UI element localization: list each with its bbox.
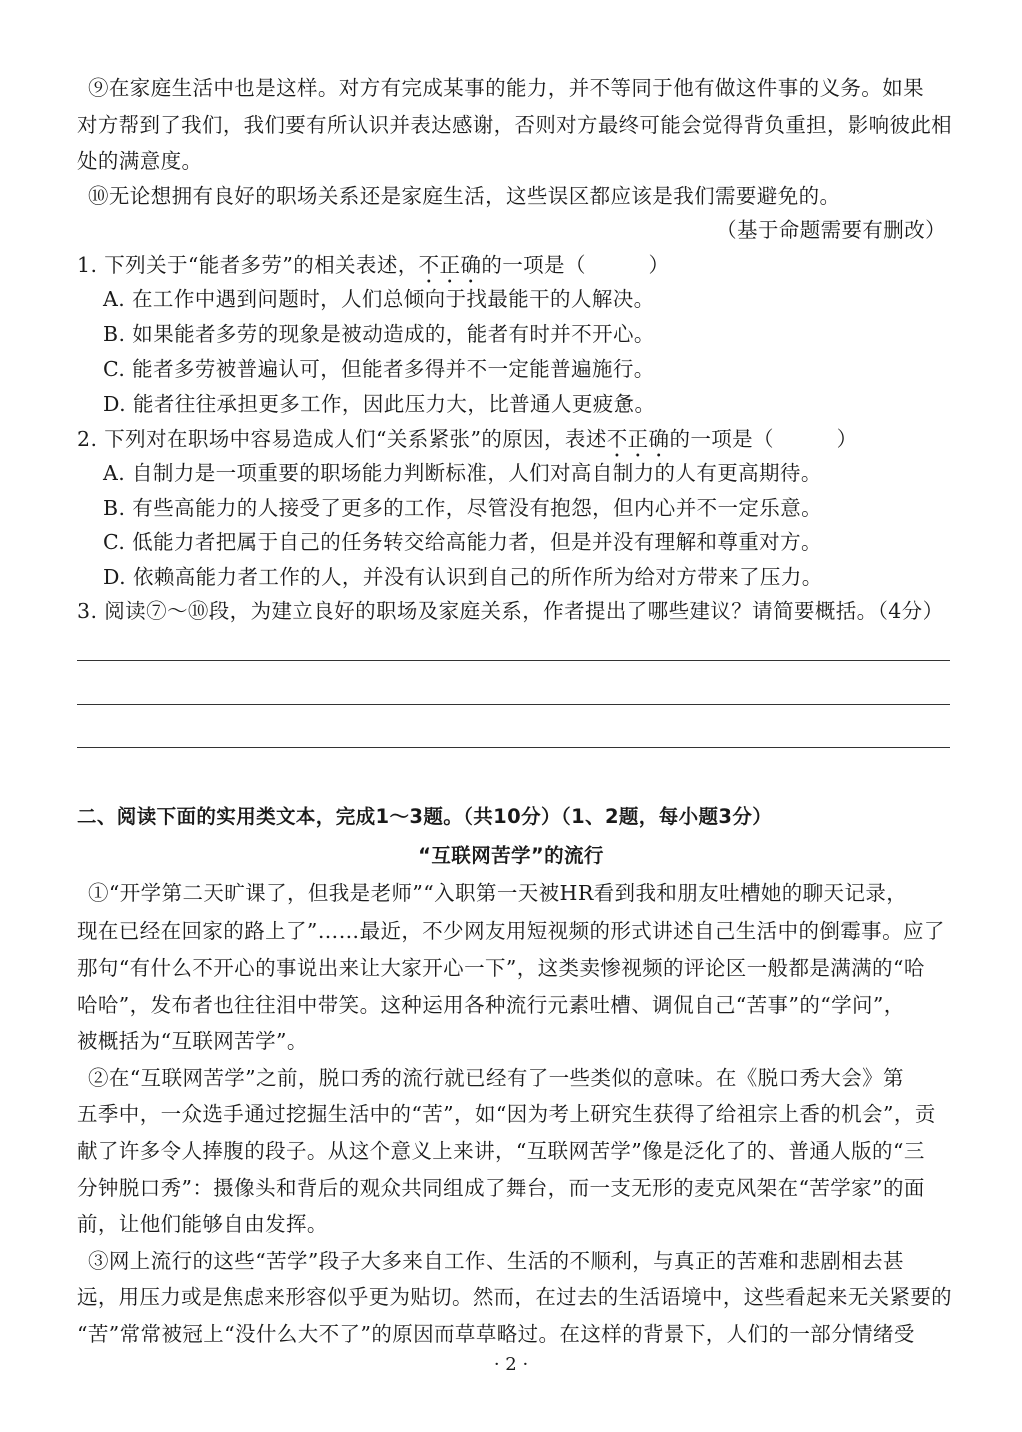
question-2-stem-before: 2. 下列对在职场中容易造成人们“关系紧张”的原因，表述 bbox=[77, 427, 607, 451]
question-1-option-d: D. 能者往往承担更多工作，因此压力大，比普通人更疲惫。 bbox=[103, 392, 656, 416]
source-note: （基于命题需要有删改） bbox=[716, 218, 946, 242]
page-number: · 2 · bbox=[493, 1354, 529, 1375]
question-3-stem: 3. 阅读⑦～⑩段，为建立良好的职场及家庭关系，作者提出了哪些建议？请简要概括。（4分） bbox=[77, 599, 944, 623]
answer-line-3[interactable] bbox=[77, 747, 950, 748]
article-p1-line-2: 现在已经在回家的路上了”……最近，不少网友用短视频的形式讲述自己生活中的倒霉事。应了 bbox=[77, 919, 945, 943]
article-p3-line-3: “苦”常常被冠上“没什么大不了”的原因而草草略过。在这样的背景下，人们的一部分情绪受 bbox=[77, 1322, 915, 1346]
question-1-emphasis: 不正确 bbox=[418, 253, 482, 277]
question-1-stem-after: 的一项是（ ） bbox=[481, 253, 670, 277]
answer-line-1[interactable] bbox=[77, 660, 950, 661]
question-2-option-b: B. 有些高能力的人接受了更多的工作，尽管没有抱怨，但内心并不一定乐意。 bbox=[103, 496, 822, 520]
question-1-stem-before: 1. 下列关于“能者多劳”的相关表述， bbox=[77, 253, 419, 277]
passage-p9-line-3: 处的满意度。 bbox=[77, 149, 203, 173]
question-1-option-c: C. 能者多劳被普遍认可，但能者多得并不一定能普遍施行。 bbox=[103, 357, 655, 381]
question-2-stem-after: 的一项是（ ） bbox=[669, 427, 858, 451]
article-p3-line-1: ③网上流行的这些“苦学”段子大多来自工作、生活的不顺利，与真正的苦难和悲剧相去甚 bbox=[88, 1249, 904, 1273]
question-2-option-a: A. 自制力是一项重要的职场能力判断标准，人们对高自制力的人有更高期待。 bbox=[103, 461, 822, 485]
article-p2-line-1: ②在“互联网苦学”之前，脱口秀的流行就已经有了一些类似的意味。在《脱口秀大会》第 bbox=[88, 1066, 904, 1090]
article-p3-line-2: 远，用压力或是焦虑来形容似乎更为贴切。然而，在过去的生活语境中，这些看起来无关紧要的 bbox=[77, 1285, 953, 1309]
passage-p9-line-1: ⑨在家庭生活中也是这样。对方有完成某事的能力，并不等同于他有做这件事的义务。如果 bbox=[88, 76, 924, 100]
question-1-option-b: B. 如果能者多劳的现象是被动造成的，能者有时并不开心。 bbox=[103, 322, 655, 346]
article-p2-line-2: 五季中，一众选手通过挖掘生活中的“苦”，如“因为考上研究生获得了给祖宗上香的机会”，贡 bbox=[77, 1102, 936, 1126]
question-2-option-d: D. 依赖高能力者工作的人，并没有认识到自己的所作所为给对方带来了压力。 bbox=[103, 565, 823, 589]
question-2-stem bbox=[77, 425, 858, 462]
question-2-option-c: C. 低能力者把属于自己的任务转交给高能力者，但是并没有理解和尊重对方。 bbox=[103, 530, 822, 554]
article-p1-line-1: ①“开学第二天旷课了，但我是老师”“入职第一天被HR看到我和朋友吐槽她的聊天记录， bbox=[88, 881, 908, 905]
answer-line-2[interactable] bbox=[77, 704, 950, 705]
question-2-emphasis: 不正确 bbox=[606, 427, 670, 451]
article-p1-line-4: 哈哈”，发布者也往往泪中带笑。这种运用各种流行元素吐槽、调侃自己“苦事”的“学问”， bbox=[77, 993, 905, 1017]
section-2-heading: 二、阅读下面的实用类文本，完成1～3题。（共10分）（1、2题，每小题3分） bbox=[77, 805, 773, 828]
article-title: “互联网苦学”的流行 bbox=[418, 844, 604, 867]
passage-p10: ⑩无论想拥有良好的职场关系还是家庭生活，这些误区都应该是我们需要避免的。 bbox=[88, 184, 841, 208]
passage-p9-line-2: 对方帮到了我们，我们要有所认识并表达感谢，否则对方最终可能会觉得背负重担，影响彼此相 bbox=[77, 113, 953, 137]
article-p2-line-3: 献了许多令人捧腹的段子。从这个意义上来讲，“互联网苦学”像是泛化了的、普通人版的“三 bbox=[77, 1139, 925, 1163]
article-p1-line-5: 被概括为“互联网苦学”。 bbox=[77, 1029, 308, 1053]
question-1-option-a: A. 在工作中遇到问题时，人们总倾向于找最能干的人解决。 bbox=[103, 287, 655, 311]
article-p1-line-3: 那句“有什么不开心的事说出来让大家开心一下”，这类卖惨视频的评论区一般都是满满的“哈 bbox=[77, 956, 925, 980]
article-p2-line-5: 前，让他们能够自由发挥。 bbox=[77, 1212, 328, 1236]
question-1-stem bbox=[77, 251, 669, 288]
article-p2-line-4: 分钟脱口秀”：摄像头和背后的观众共同组成了舞台，而一支无形的麦克风架在“苦学家”的面 bbox=[77, 1176, 925, 1200]
